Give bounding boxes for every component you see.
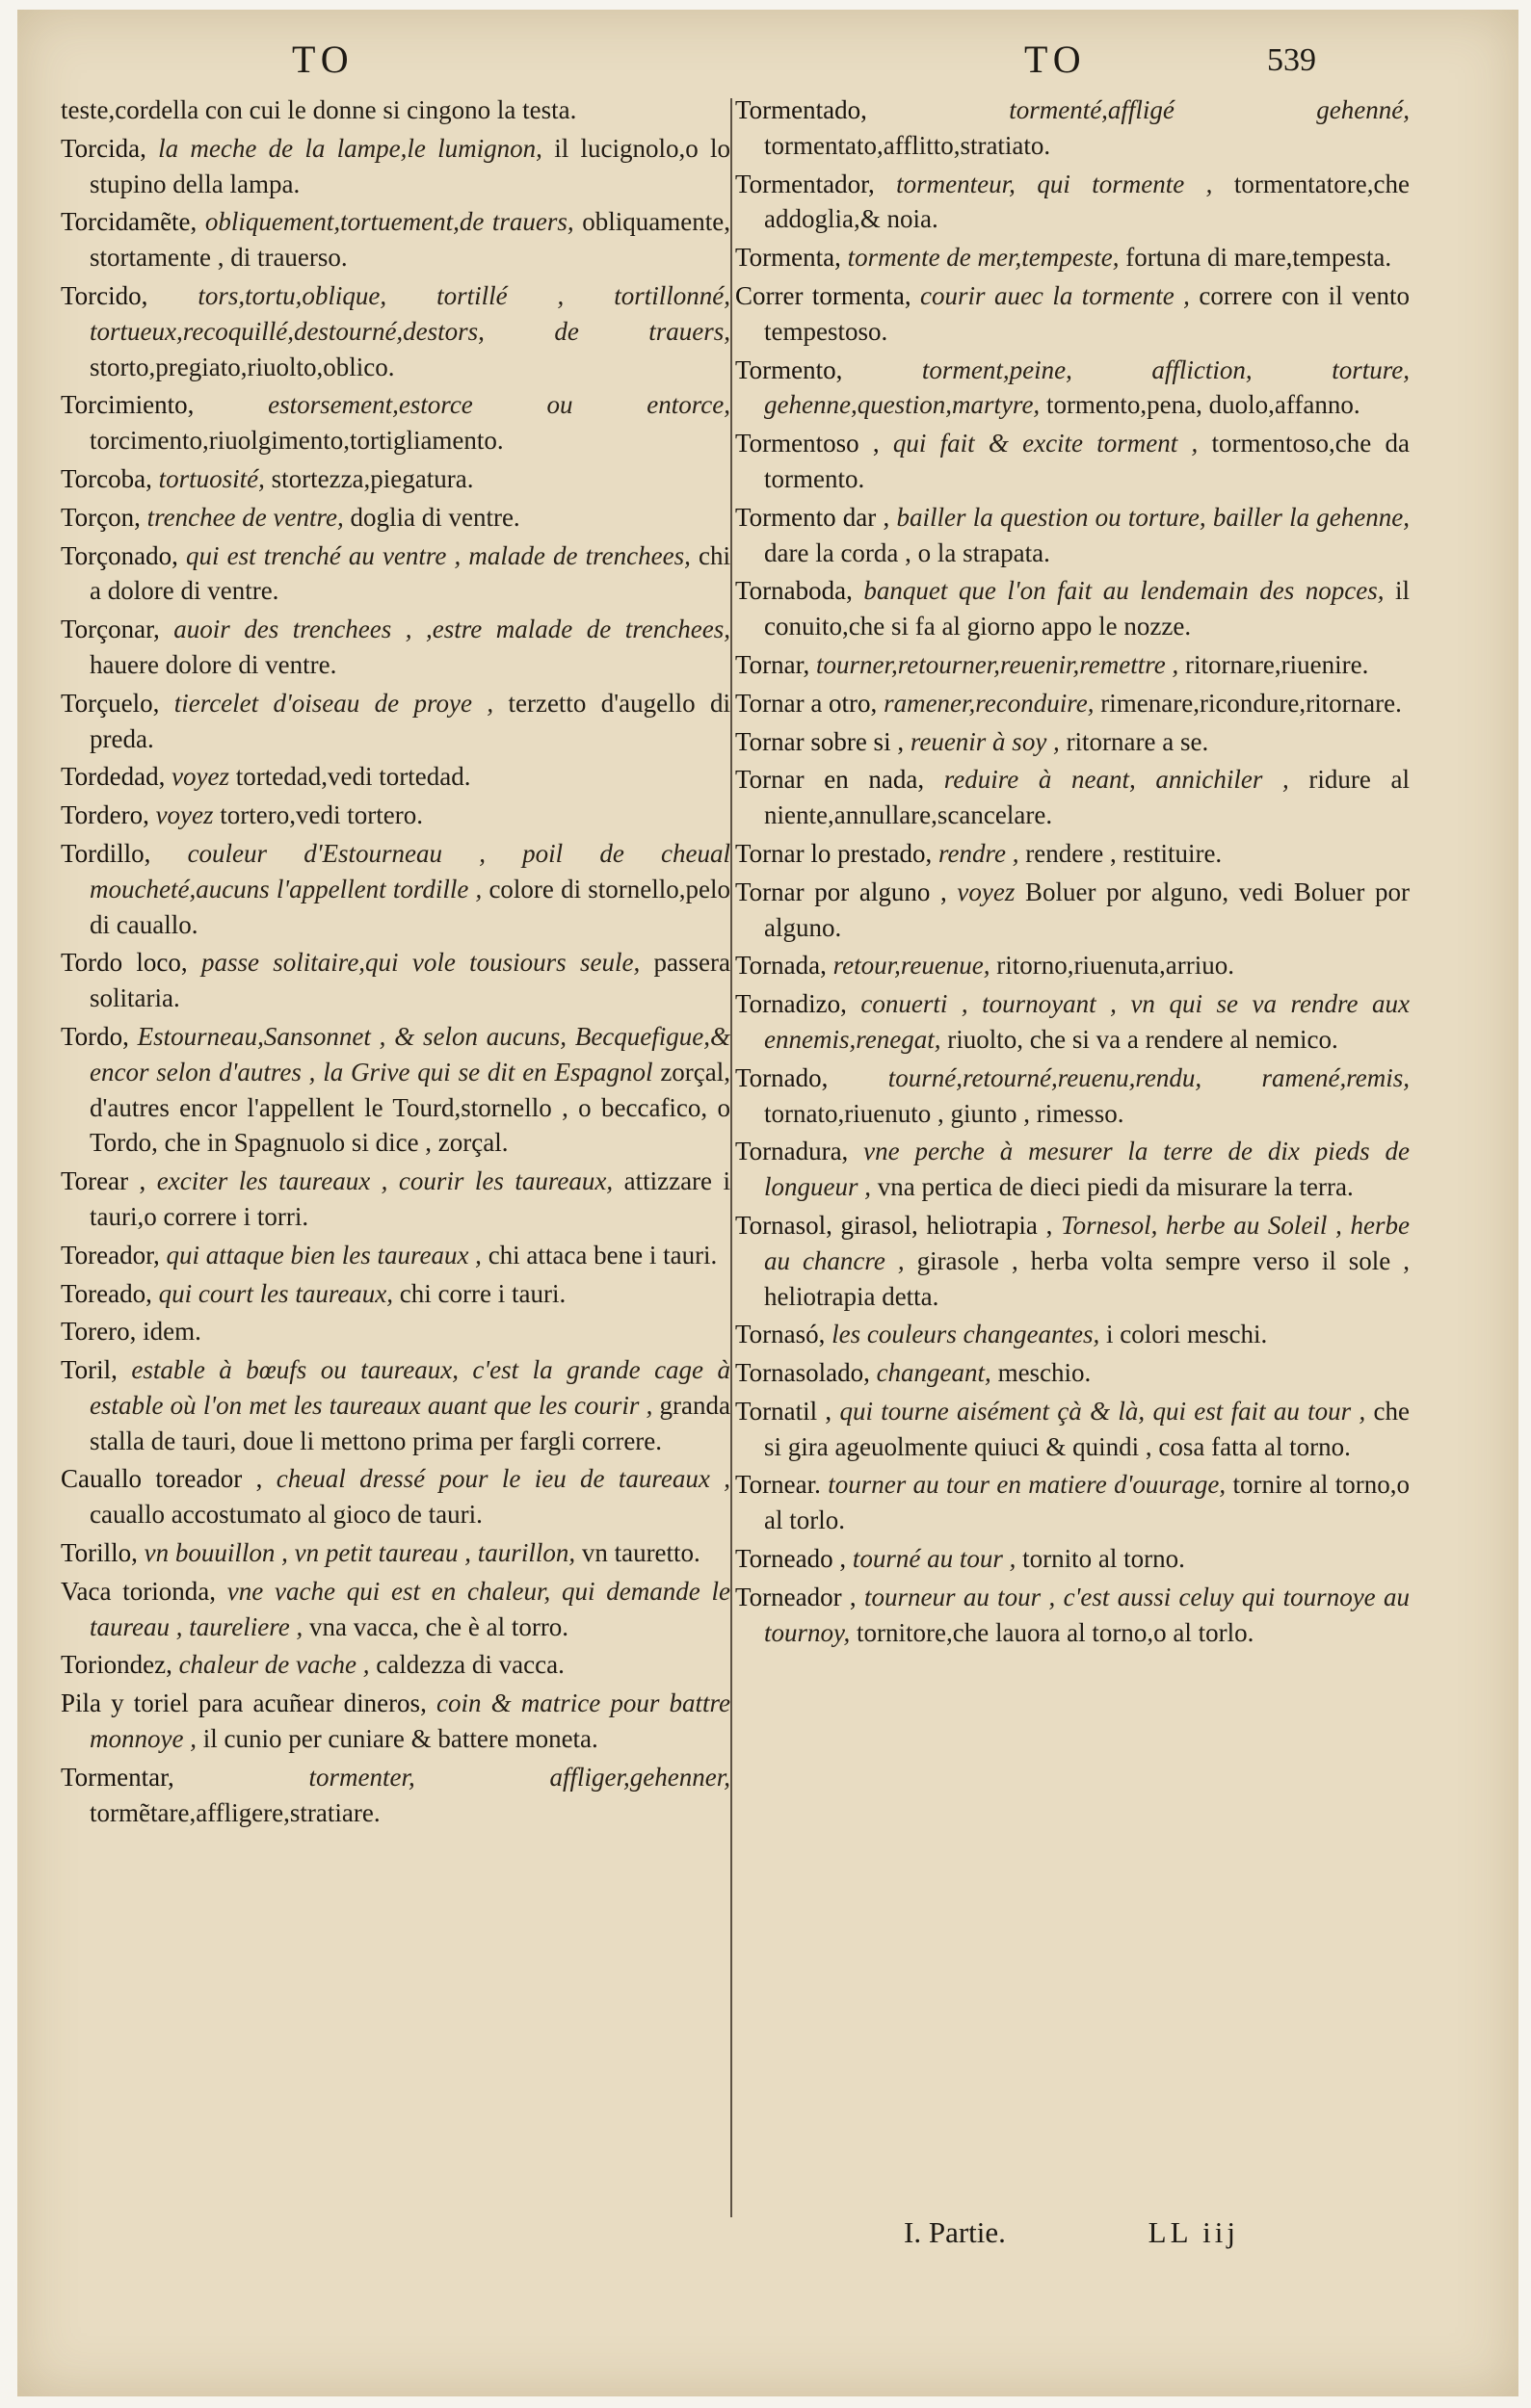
entry-french: qui fait & excite torment , xyxy=(892,429,1199,458)
entry-french: la meche de la lampe,le lumignon, xyxy=(158,133,542,163)
dictionary-entry xyxy=(735,686,1410,721)
entry-headword: Torcido, xyxy=(61,280,148,310)
dictionary-entry xyxy=(61,1647,730,1683)
entry-italian: meschio. xyxy=(997,1358,1092,1388)
dictionary-entry xyxy=(735,724,1410,760)
entry-headword: Toreado, xyxy=(61,1278,152,1308)
dictionary-entry xyxy=(735,1060,1410,1132)
entry-headword: Pila y toriel para acuñear dineros, xyxy=(61,1688,427,1718)
dictionary-entry xyxy=(61,131,730,202)
entry-french: estorsement,estorce ou entorce, xyxy=(268,390,731,420)
entry-italian: rimenare,ricondure,ritornare. xyxy=(1100,688,1402,718)
left-column xyxy=(61,92,730,1833)
entry-headword: Torcida, xyxy=(61,133,146,163)
entry-french: tourné,retourné,reuenu,rendu, ramené,remis, xyxy=(887,1062,1410,1092)
entry-french: torment,peine, affliction, torture, gehenne,question,martyre, xyxy=(764,354,1410,420)
entry-italian: doglia di ventre. xyxy=(350,502,520,532)
entry-italian: chi a dolore di ventre. xyxy=(90,540,731,606)
entry-italian: granda stalla de tauri, doue li mettono prima per fargli correre. xyxy=(90,1390,731,1455)
dictionary-entry xyxy=(61,1574,730,1645)
entry-headword: Tornar en nada, xyxy=(735,765,925,795)
dictionary-entry xyxy=(61,836,730,942)
entry-french: reuenir à soy , xyxy=(910,726,1060,756)
entry-headword: Tornadura, xyxy=(735,1137,849,1166)
entry-italian: fortuna di mare,tempesta. xyxy=(1125,243,1392,273)
entry-italian: tornato,riuenuto , giunto , rimesso. xyxy=(764,1098,1124,1128)
entry-headword: Tornasol, girasol, heliotrapia , xyxy=(735,1210,1053,1240)
entry-french: tortuosité, xyxy=(158,463,265,493)
entry-italian: correre con il vento tempestoso. xyxy=(764,280,1411,346)
entry-italian: chi corre i tauri. xyxy=(399,1278,567,1308)
dictionary-entry xyxy=(61,945,730,1016)
entry-headword: Tornaboda, xyxy=(735,576,853,606)
entry-french: qui court les taureaux, xyxy=(158,1278,394,1308)
entry-french: tourné au tour , xyxy=(852,1544,1016,1574)
signature-mark: LL iij xyxy=(1148,2215,1239,2249)
page-footer xyxy=(904,2215,1239,2250)
entry-italian: chi attaca bene i tauri. xyxy=(488,1240,718,1269)
entry-french: courir auec la tormente , xyxy=(920,280,1190,310)
entry-headword: Tornar, xyxy=(735,649,810,679)
dictionary-entry xyxy=(735,647,1410,683)
dictionary-entry xyxy=(61,1686,730,1757)
dictionary-entry xyxy=(61,278,730,384)
entry-headword: Torcoba, xyxy=(61,463,152,493)
entry-french: trenchee de ventre, xyxy=(146,502,344,532)
entry-italian: tortero,vedi tortero. xyxy=(220,800,423,830)
entry-italian: tormentato,afflitto,stratiato. xyxy=(764,130,1051,160)
dictionary-entry xyxy=(61,612,730,683)
entry-french: qui est trenché au ventre , malade de trenchees, xyxy=(185,540,691,570)
entry-french: voyez xyxy=(172,762,230,792)
entry-italian: passera solitaria. xyxy=(90,948,731,1013)
dictionary-entry xyxy=(61,92,730,128)
entry-headword: Vaca torionda, xyxy=(61,1576,216,1606)
entry-headword: Torçonado, xyxy=(61,540,178,570)
entry-headword: Torneador , xyxy=(735,1582,857,1611)
entry-french: tormenté,affligé gehenné, xyxy=(1009,95,1410,124)
entry-italian: ridure al niente,annullare,scancelare. xyxy=(764,765,1411,830)
entry-italian: torcimento,riuolgimento,tortigliamento. xyxy=(90,426,504,456)
entry-headword: Tornatil , xyxy=(735,1396,832,1426)
right-column xyxy=(735,92,1410,1653)
entry-headword: Tordo, xyxy=(61,1021,129,1051)
entry-headword: Tornada, xyxy=(735,951,827,981)
entry-headword: Tornar sobre si , xyxy=(735,726,905,756)
dictionary-entry xyxy=(61,798,730,833)
dictionary-entry xyxy=(735,762,1410,833)
part-label: I. Partie. xyxy=(904,2215,1006,2249)
entry-italian: dare la corda , o la strapata. xyxy=(764,537,1050,567)
entry-headword: Torcidamẽte, xyxy=(61,207,198,237)
entry-headword: Tormentador, xyxy=(735,169,875,198)
entry-french: vne vache qui est en chaleur, qui demande le taureau , taureliere , xyxy=(90,1576,731,1641)
dictionary-entry xyxy=(61,1535,730,1571)
entry-headword: Tornado, xyxy=(735,1062,829,1092)
entry-italian: attizzare i tauri,o correre i torri. xyxy=(90,1166,731,1231)
entry-french: voyez xyxy=(957,877,1016,906)
entry-headword: Tormentado, xyxy=(735,95,867,124)
dictionary-entry xyxy=(735,240,1410,275)
entry-french: chaleur de vache , xyxy=(178,1650,370,1680)
entry-headword: Tordedad, xyxy=(61,762,166,792)
entry-headword: Tormento, xyxy=(735,354,843,384)
dictionary-entry xyxy=(61,1461,730,1532)
entry-continuation: teste,cordella con cui le donne si cingono la testa. xyxy=(61,95,577,124)
entry-headword: Tordo loco, xyxy=(61,948,188,978)
left-running-head: TO xyxy=(292,38,355,81)
entry-italian: idem. xyxy=(143,1317,201,1347)
entry-french: qui attaque bien les taureaux , xyxy=(166,1240,482,1269)
entry-headword: Tormenta, xyxy=(735,243,841,273)
entry-italian: tornito al torno. xyxy=(1022,1544,1185,1574)
dictionary-entry xyxy=(735,1394,1410,1465)
entry-italian: rendere , restituire. xyxy=(1025,838,1223,868)
dictionary-entry xyxy=(61,1352,730,1458)
entry-french: passe solitaire,qui vole tousiours seule, xyxy=(200,948,641,978)
entry-italian: il cunio per cuniare & battere moneta. xyxy=(202,1724,598,1754)
entry-headword: Tornear. xyxy=(735,1470,821,1500)
entry-italian: Boluer por alguno, vedi Boluer por alguno. xyxy=(764,877,1410,942)
dictionary-entry xyxy=(61,1314,730,1349)
entry-headword: Cauallo toreador , xyxy=(61,1464,263,1494)
dictionary-entry xyxy=(735,1541,1410,1577)
entry-french: retour,reuenue, xyxy=(832,951,990,981)
entry-italian: ritorno,riuenuta,arriuo. xyxy=(996,951,1234,981)
entry-italian: obliquamente, stortamente , di trauerso. xyxy=(90,207,730,273)
dictionary-entry xyxy=(735,1355,1410,1391)
dictionary-entry xyxy=(735,836,1410,872)
entry-italian: i colori meschi. xyxy=(1106,1320,1268,1349)
dictionary-entry xyxy=(735,986,1410,1058)
entry-italian: vna vacca, che è al torro. xyxy=(308,1611,569,1641)
entry-french: cheual dressé pour le ieu de taureaux , xyxy=(276,1464,730,1494)
entry-italian: il conuito,che si fa al giorno appo le nozze. xyxy=(764,576,1411,641)
dictionary-entry xyxy=(61,1238,730,1273)
entry-headword: Torero, xyxy=(61,1317,137,1347)
entry-french: reduire à neant, annichiler , xyxy=(943,765,1289,795)
entry-italian: ritornare,riuenire. xyxy=(1184,649,1369,679)
entry-italian: stortezza,piegatura. xyxy=(271,463,474,493)
entry-french: Tornesol, herbe au Soleil , herbe au chancre , xyxy=(764,1210,1411,1275)
entry-french: tourneur au tour , c'est aussi celuy qui tournoye au tournoy, xyxy=(764,1582,1410,1647)
entry-french: tourner,retourner,reuenir,remettre , xyxy=(816,649,1179,679)
dictionary-entry xyxy=(735,573,1410,644)
entry-french: tormente de mer,tempeste, xyxy=(847,243,1120,273)
entry-headword: Tornasolado, xyxy=(735,1358,870,1388)
entry-headword: Correr tormenta, xyxy=(735,280,911,310)
entry-italian: tornire al torno,o al torlo. xyxy=(764,1470,1411,1535)
entry-headword: Torçonar, xyxy=(61,615,160,644)
entry-headword: Torear , xyxy=(61,1166,146,1196)
dictionary-entry xyxy=(61,1019,730,1161)
entry-italian: vn tauretto. xyxy=(581,1538,700,1568)
dictionary-entry xyxy=(61,204,730,275)
entry-french: ramener,reconduire, xyxy=(884,688,1095,718)
entry-french: tors,tortu,oblique, tortillé , tortillonné, tortueux,recoquillé,destourné,destors, de trauers, xyxy=(90,280,731,346)
dictionary-entry xyxy=(735,278,1410,350)
dictionary-entry xyxy=(61,387,730,458)
entry-french: vn bouuillon , vn petit taureau , taurillon, xyxy=(144,1538,576,1568)
dictionary-entry xyxy=(735,500,1410,571)
entry-headword: Tornasó, xyxy=(735,1320,826,1349)
entry-italian: girasole , herba volta sempre verso il sole , heliotrapia detta. xyxy=(764,1245,1410,1311)
dictionary-entry xyxy=(61,500,730,536)
entry-headword: Torneado , xyxy=(735,1544,847,1574)
entry-french: changeant, xyxy=(876,1358,991,1388)
dictionary-entry xyxy=(61,538,730,610)
right-running-head: TO xyxy=(1024,38,1087,81)
entry-italian: zorçal, d'autres encor l'appellent le Tourd,stornello , o beccafico, o Tordo, che in Spagnuolo si dice , zorçal. xyxy=(90,1057,731,1158)
entry-headword: Tormentoso , xyxy=(735,429,880,458)
entry-headword: Torillo, xyxy=(61,1538,138,1568)
entry-french: estable à bœufs ou taureaux, c'est la grande cage à estable où l'on met les taureaux auant que les courir , xyxy=(90,1355,731,1420)
entry-italian: terzetto d'augello di preda. xyxy=(90,688,731,753)
entry-italian: tormento,pena, duolo,affanno. xyxy=(1045,390,1360,420)
entry-italian: tornitore,che lauora al torno,o al torlo. xyxy=(857,1617,1254,1647)
entry-italian: colore di stornello,pelo di cauallo. xyxy=(90,874,730,939)
entry-italian: che si gira ageuolmente quiuci & quindi , cosa fatta al torno. xyxy=(764,1396,1411,1461)
entry-italian: caldezza di vacca. xyxy=(376,1650,565,1680)
entry-italian: cauallo accostumato al gioco de tauri. xyxy=(90,1500,483,1530)
entry-headword: Tormentar, xyxy=(61,1762,174,1792)
entry-french: tourner au tour en matiere d'ouurage, xyxy=(828,1470,1227,1500)
dictionary-entry xyxy=(735,167,1410,238)
dictionary-entry xyxy=(735,353,1410,424)
entry-italian: tormentoso,che da tormento. xyxy=(764,429,1410,493)
dictionary-entry xyxy=(61,461,730,497)
entry-french: obliquement,tortuement,de trauers, xyxy=(204,207,574,237)
dictionary-entry xyxy=(735,1317,1410,1352)
entry-headword: Tornar por alguno , xyxy=(735,877,947,906)
entry-french: qui tourne aisément çà & là, qui est fait au tour , xyxy=(839,1396,1366,1426)
entry-headword: Tornar lo prestado, xyxy=(735,838,933,868)
entry-french: tormenter, affliger,gehenner, xyxy=(308,1762,731,1792)
dictionary-entry xyxy=(735,1580,1410,1651)
dictionary-entry xyxy=(61,1276,730,1312)
entry-italian: tormẽtare,affligere,stratiare. xyxy=(90,1797,381,1827)
entry-italian: riuolto, che si va a rendere al nemico. xyxy=(947,1024,1338,1054)
entry-italian: storto,pregiato,riuolto,oblico. xyxy=(90,352,395,381)
dictionary-entry xyxy=(735,426,1410,497)
column-divider xyxy=(730,98,732,2217)
entry-french: les couleurs changeantes, xyxy=(831,1320,1100,1349)
entry-headword: Torçon, xyxy=(61,502,141,532)
entry-french: coin & matrice pour battre monnoye , xyxy=(90,1688,731,1754)
entry-italian: ritornare a se. xyxy=(1066,726,1209,756)
entry-french: banquet que l'on fait au lendemain des nopces, xyxy=(863,576,1385,606)
entry-french: auoir des trenchees , ,estre malade de trenchees, xyxy=(173,615,731,644)
entry-headword: Tornar a otro, xyxy=(735,688,878,718)
entry-headword: Torçuelo, xyxy=(61,688,160,718)
dictionary-entry xyxy=(61,686,730,757)
entry-headword: Toriondez, xyxy=(61,1650,172,1680)
entry-italian: hauere dolore di ventre. xyxy=(90,649,337,679)
entry-headword: Tornadizo, xyxy=(735,989,847,1019)
entry-italian: tortedad,vedi tortedad. xyxy=(235,762,471,792)
entry-italian: tormentatore,che addoglia,& noia. xyxy=(764,169,1410,234)
entry-french: exciter les taureaux , courir les taureaux, xyxy=(156,1166,614,1196)
entry-headword: Tordero, xyxy=(61,800,149,830)
entry-french: voyez xyxy=(155,800,214,830)
dictionary-entry xyxy=(61,1760,730,1831)
entry-italian: il lucignolo,o lo stupino della lampa. xyxy=(90,133,730,198)
entry-french: bailler la question ou torture, bailler la gehenne, xyxy=(896,502,1411,532)
dictionary-page xyxy=(17,10,1518,2396)
entry-headword: Toril, xyxy=(61,1355,118,1385)
entry-french: Estourneau,Sansonnet , & selon aucuns, Becquefigue,& encor selon d'autres , la Grive qui se dit en Espagnol xyxy=(90,1021,731,1086)
dictionary-entry xyxy=(735,1467,1410,1538)
entry-headword: Tordillo, xyxy=(61,838,151,868)
dictionary-entry xyxy=(61,759,730,795)
dictionary-entry xyxy=(735,875,1410,946)
entry-french: conuerti , tournoyant , vn qui se va rendre aux ennemis,renegat, xyxy=(764,989,1410,1054)
entry-italian: vna pertica de dieci piedi da misurare la terra. xyxy=(877,1172,1354,1202)
dictionary-entry xyxy=(735,92,1410,164)
page-number: 539 xyxy=(1267,42,1316,78)
entry-french: tormenteur, qui tormente , xyxy=(896,169,1213,198)
dictionary-entry xyxy=(735,1208,1410,1314)
entry-french: tiercelet d'oiseau de proye , xyxy=(173,688,494,718)
entry-french: vne perche à mesurer la terre de dix pieds de longueur , xyxy=(764,1137,1411,1202)
entry-headword: Torcimiento, xyxy=(61,390,195,420)
entry-french: couleur d'Estourneau , poil de cheual moucheté,aucuns l'appellent tordille , xyxy=(90,838,731,903)
entry-headword: Toreador, xyxy=(61,1240,160,1269)
entry-headword: Tormento dar , xyxy=(735,502,890,532)
entry-french: rendre , xyxy=(938,838,1019,868)
dictionary-entry xyxy=(735,1134,1410,1205)
dictionary-entry xyxy=(735,948,1410,983)
dictionary-entry xyxy=(61,1164,730,1235)
